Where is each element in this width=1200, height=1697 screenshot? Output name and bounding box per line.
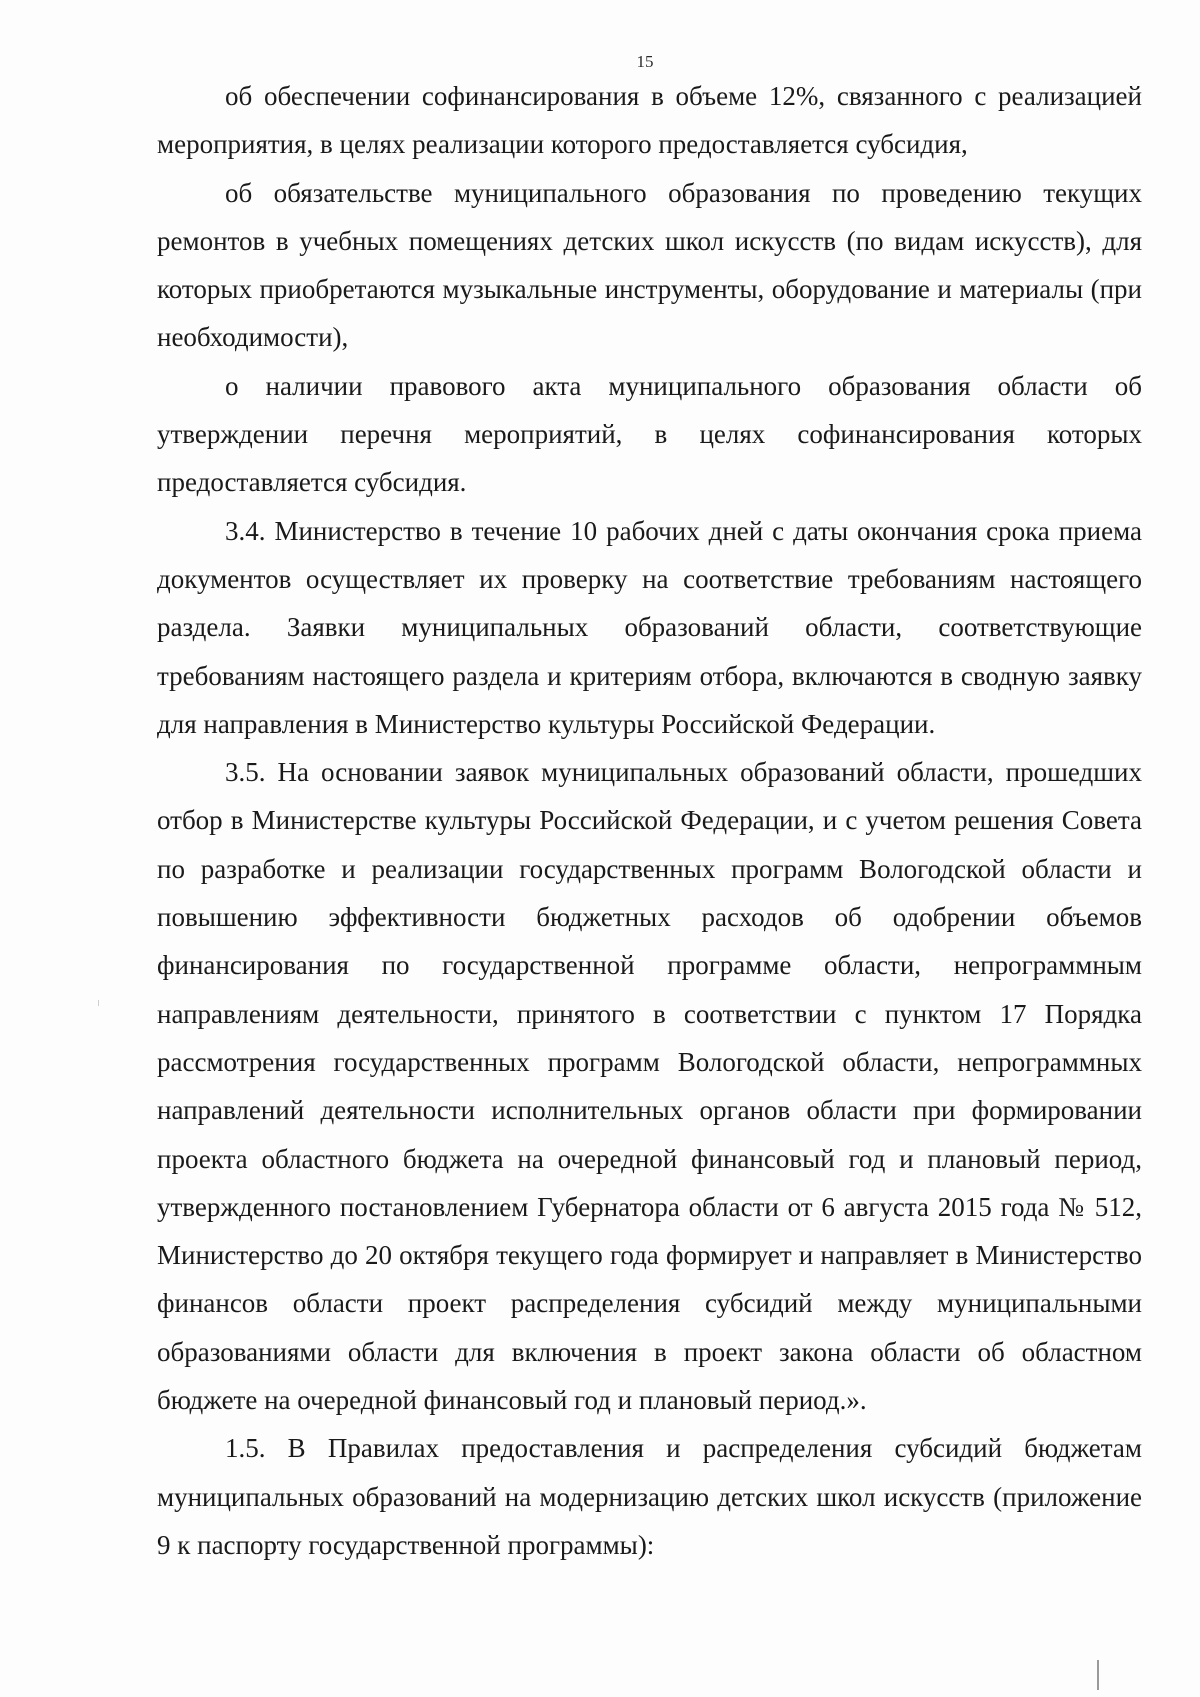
page-number: 15: [636, 52, 654, 71]
scan-artifact-mark: [1097, 1660, 1099, 1690]
document-body: [157, 72, 1142, 1569]
scan-artifact-dot: [98, 1000, 99, 1006]
paragraph-repair-obligation: об обязательстве муниципального образования по проведению текущих ремонтов в учебных помещениях детских школ искусств (по видам искусств), для которых приобретаются музыкальные инструменты, оборудование и материалы (при необходимости),: [157, 177, 1142, 353]
paragraph-cofinancing: об обеспечении софинансирования в объеме 12%, связанного с реализацией мероприятия, в целях реализации которого предоставляется субсидия,: [157, 81, 1142, 160]
paragraph-1-5: 1.5. В Правилах предоставления и распределения субсидий бюджетам муниципальных образований на модернизацию детских школ искусств (приложение 9 к паспорту государственной программы):: [157, 1433, 1142, 1560]
paragraph-legal-act: о наличии правового акта муниципального образования области об утверждении перечня мероприятий, в целях софинансирования которых предоставляется субсидия.: [157, 370, 1142, 498]
paragraph-3-4: 3.4. Министерство в течение 10 рабочих дней с даты окончания срока приема документов осуществляет их проверку на соответствие требованиям настоящего раздела. Заявки муниципальных образований области, соответствующие требованиям настоящего раздела и критериям отбора, включаются в сводную заявку для направления в Министерство культуры Российской Федерации.: [157, 515, 1142, 739]
paragraph-3-5: 3.5. На основании заявок муниципальных образований области, прошедших отбор в Министерстве культуры Российской Федерации, и с учетом решения Совета по разработке и реализации государственных программ Вологодской области и повышению эффективности бюджетных расходов об одобрении объемов финансирования по государственной программе области, непрограммным направлениям деятельности, принятого в соответствии с пунктом 17 Порядка рассмотрения государственных программ Вологодской области, непрограммных направлений деятельности исполнительных органов области при формировании проекта областного бюджета на очередной финансовый год и плановый период, утвержденного постановлением Губернатора области от 6 августа 2015 года № 512, Министерство до 20 октября текущего года формирует и направляет в Министерство финансов области проект распределения субсидий между муниципальными образованиями области для включения в проект закона области об областном бюджете на очередной финансовый год и плановый период.».: [157, 757, 1142, 1416]
